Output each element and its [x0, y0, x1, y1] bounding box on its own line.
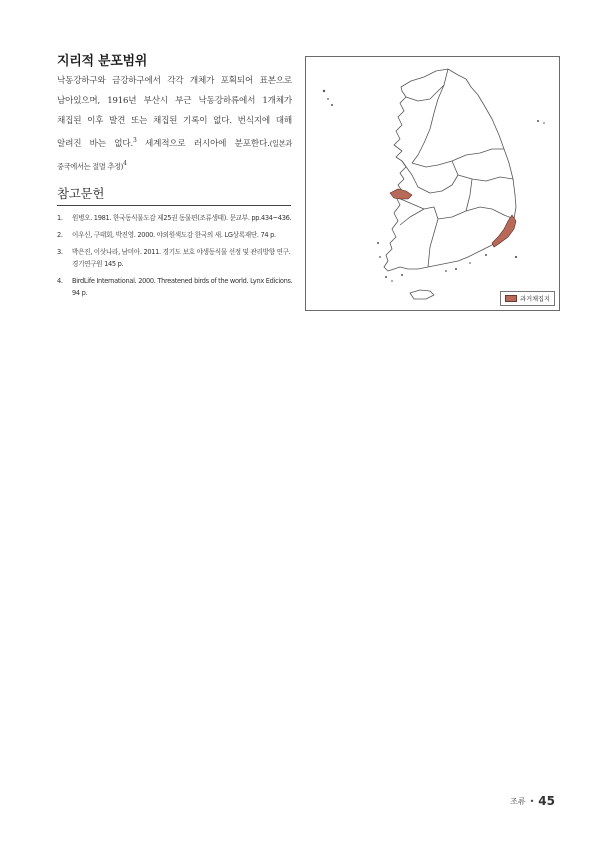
border-jeolla — [396, 197, 438, 267]
nakdonggang-estuary-site — [492, 215, 516, 247]
reference-number: 4. — [57, 277, 63, 285]
section-title-distribution: 지리적 분포범위 — [57, 54, 148, 69]
jeju-island — [410, 290, 434, 299]
footer-separator: • — [529, 796, 535, 806]
reference-number: 2. — [57, 231, 63, 239]
reference-text: 이우신, 구태회, 박진영. 2000. 야외원색도감 한국의 새. LG상록재단. 74 p. — [72, 231, 276, 239]
footnote-ref-3: 3 — [133, 137, 137, 144]
distribution-text: 낙동강하구와 금강하구에서 각각 개체가 포획되어 표본으로 남아있으며, 1916년 부산시 부근 낙동강하류에서 1개체가 채집된 이후 발견 또는 채집된 기록이 없다. 번식지에 대해 알려진 바는 없다. — [57, 76, 292, 149]
reference-number: 3. — [57, 248, 63, 256]
border-gyeongsang — [458, 175, 513, 181]
reference-item — [57, 229, 295, 241]
page-number: 45 — [538, 794, 555, 808]
border-chungbuk — [412, 149, 504, 167]
legend-swatch — [505, 295, 517, 302]
reference-text: BirdLife International. 2000. Threatened birds of the world. Lynx Edicions. 94 p. — [72, 277, 293, 297]
reference-item — [57, 275, 295, 299]
footnote-ref-4: 4 — [123, 159, 127, 167]
border-inner-1 — [400, 209, 424, 225]
legend-label: 과거채집지 — [520, 296, 550, 303]
border-inner-2 — [466, 179, 472, 211]
distribution-map — [305, 56, 560, 311]
korea-map-svg — [306, 57, 559, 310]
references-divider — [57, 205, 291, 206]
page-footer — [510, 794, 555, 808]
reference-item — [57, 212, 295, 224]
reference-text: 박은진, 이삿나라, 남미아. 2011. 경기도 보호 야생동식물 선정 및 관리방향 연구. 경기연구원 145 p. — [72, 248, 291, 268]
footer-section: 조류 — [510, 796, 526, 806]
geumgang-estuary-site — [390, 189, 412, 199]
border-chungnam — [402, 161, 458, 193]
border-south — [438, 207, 514, 219]
distribution-paragraph — [57, 71, 292, 177]
reference-number: 1. — [57, 214, 63, 222]
distribution-text-2: 세계적으로 러시아에 분포한다. — [136, 138, 270, 149]
references-list — [57, 212, 295, 304]
islands — [323, 90, 545, 282]
distribution-note: (일본과 중국에서는 절멸 추정) — [57, 138, 293, 171]
reference-item — [57, 246, 295, 270]
references-title: 참고문헌 — [57, 186, 105, 201]
border-gyeonggi-gangwon — [412, 69, 448, 163]
reference-text: 원병오. 1981. 한국동식물도감 제25권 동물편(조류생태). 문교부. pp.434~436. — [72, 214, 292, 222]
map-legend — [500, 291, 555, 306]
